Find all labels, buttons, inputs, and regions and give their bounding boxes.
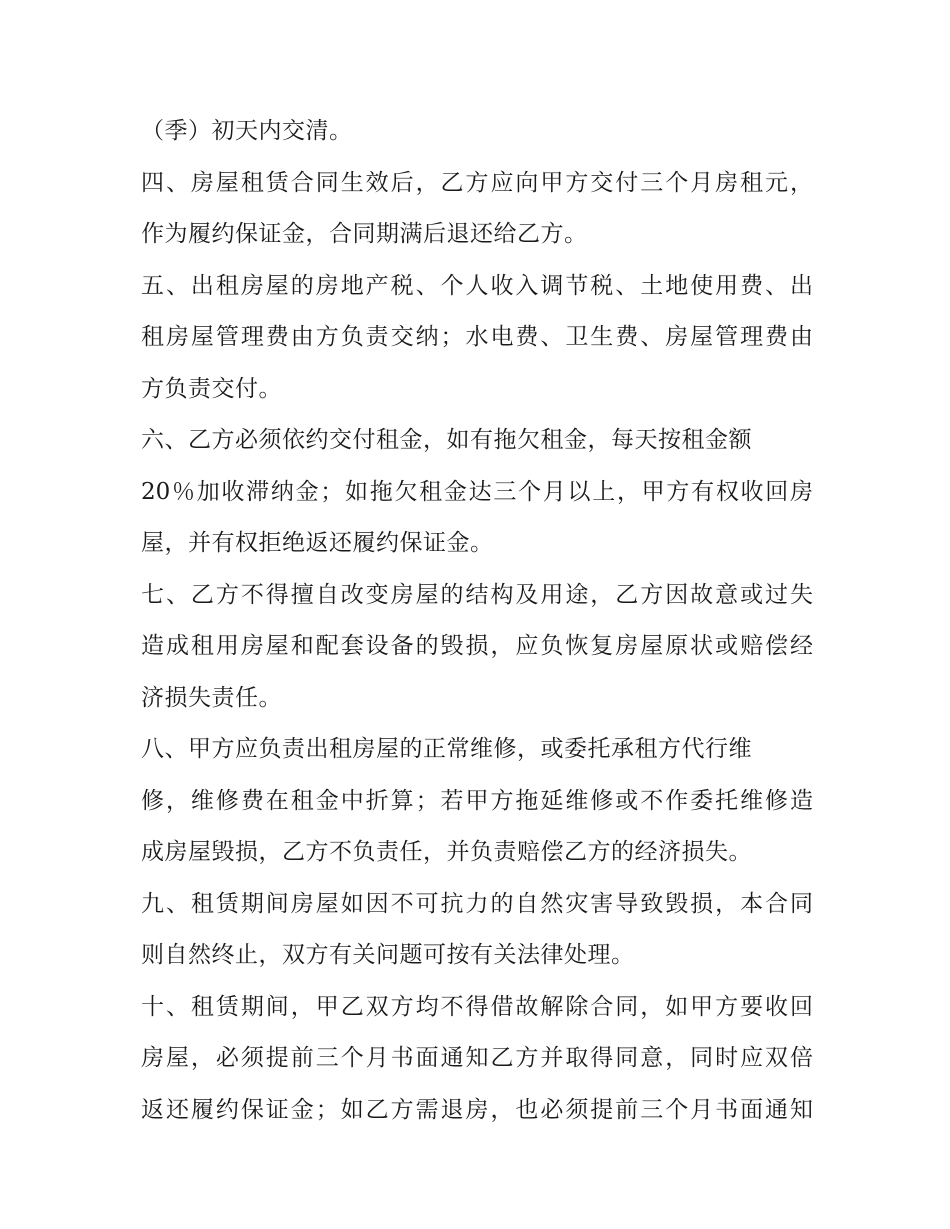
text-line: 六、乙方必须依约交付租金，如有拖欠租金，每天按租金额 (141, 427, 752, 453)
text-line: 房屋，必须提前三个月书面通知乙方并取得同意，同时应双倍 (141, 1045, 813, 1071)
text-line: 造成租用房屋和配套设备的毁损，应负恢复房屋原状或赔偿经 (141, 633, 813, 659)
text-line: 修，维修费在租金中折算；若甲方拖延维修或不作委托维修造 (141, 787, 813, 814)
text-line: 方负责交付。 (141, 375, 282, 402)
text-line: 八、甲方应负责出租房屋的正常维修，或委托承租方代行维 (141, 736, 752, 762)
text-line: 屋，并有权拒绝返还履约保证金。 (141, 530, 494, 556)
text-line: （季）初天内交清。 (141, 118, 353, 144)
text-line: 十、租赁期间，甲乙双方均不得借故解除合同，如甲方要收回 (141, 993, 813, 1020)
text-line: 九、租赁期间房屋如因不可抗力的自然灾害导致毁损，本合同 (141, 890, 813, 917)
text-line: 成房屋毁损，乙方不负责任，并负责赔偿乙方的经济损失。 (141, 839, 752, 865)
text-line: 租房屋管理费由方负责交纳；水电费、卫生费、房屋管理费由 (141, 324, 813, 350)
text-line: 五、出租房屋的房地产税、个人收入调节税、土地使用费、出 (141, 272, 813, 299)
document-body (141, 110, 813, 1140)
text-line: 七、乙方不得擅自改变房屋的结构及用途，乙方因故意或过失 (141, 581, 813, 608)
text-line: 作为履约保证金，合同期满后退还给乙方。 (141, 221, 588, 247)
text-line: 四、房屋租赁合同生效后，乙方应向甲方交付三个月房租元， (141, 169, 813, 196)
text-line: 返还履约保证金；如乙方需退房，也必须提前三个月书面通知 (141, 1096, 813, 1123)
text-line: 则自然终止，双方有关问题可按有关法律处理。 (141, 942, 635, 968)
text-line: 20％加收滞纳金；如拖欠租金达三个月以上，甲方有权收回房 (141, 478, 813, 505)
text-line: 济损失责任。 (141, 684, 282, 711)
